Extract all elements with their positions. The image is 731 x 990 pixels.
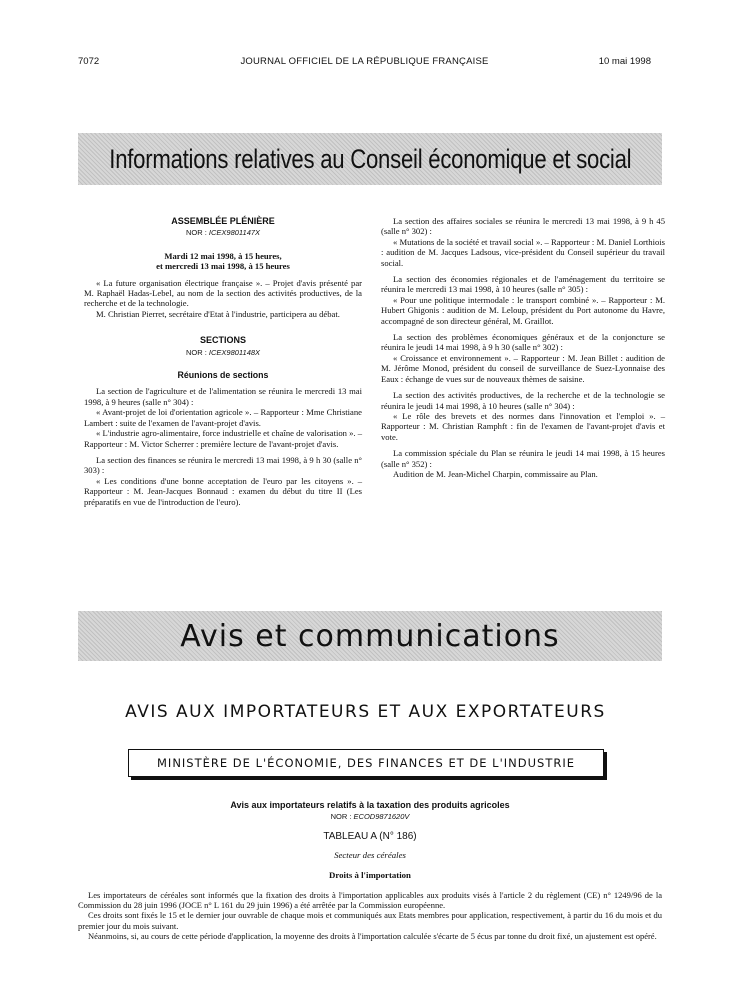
avis-heading: Avis aux importateurs relatifs à la taxation des produits agricoles bbox=[230, 800, 510, 810]
assemblee-para-1: « La future organisation électrique française ». – Projet d'avis présenté par M. Raphaël Hadas-Lebel, au nom de la section des activités productives, de la recherche et de la technologie. bbox=[84, 277, 362, 309]
act-intro: La section des activités productives, de la recherche et de la technologie se réunira le jeudi 14 mai 1998, à 10 heures (salle n° 304) : bbox=[381, 390, 665, 411]
eco-item-1: « Croissance et environnement ». – Rapporteur : M. Jean Billet : audition de M. Jérôme Monod, président du conseil de surveillance de Suez-Lyonnaise des Eaux : échange de vues sur de nouveaux thèmes de saisine. bbox=[381, 352, 665, 384]
agri-item-2: « L'industrie agro-alimentaire, force industrielle et chaîne de valorisation ». – Rapporteur : M. Victor Scherrer : première lecture de l'avant-projet d'avis. bbox=[84, 428, 362, 449]
sections-nor: NOR : ICEX9801148X bbox=[185, 347, 261, 357]
ministere-box bbox=[128, 749, 604, 777]
plan-item-1: Audition de M. Jean-Michel Charpin, commissaire au Plan. bbox=[393, 468, 598, 479]
avis-header bbox=[78, 800, 662, 880]
assemblee-para-2: M. Christian Pierret, secrétaire d'Etat à l'industrie, participera au débat. bbox=[96, 308, 340, 319]
fin-intro: La section des finances se réunira le mercredi 13 mai 1998, à 9 h 30 (salle n° 303) : bbox=[84, 454, 362, 476]
assemblee-title: ASSEMBLÉE PLÉNIÈRE bbox=[171, 216, 275, 226]
agri-item-1: « Avant-projet de loi d'orientation agricole ». – Rapporteur : Mme Christiane Lambert : suite de l'examen de l'avant-projet d'avis. bbox=[84, 407, 362, 428]
avis-para-1: Les importateurs de céréales sont informés que la fixation des droits à l'importation applicables aux produits visés à l'article 2 du règlement (CE) n° 1249/96 de la Commission du 28 juin 1996 (JOCE n° L 161 du 29 juin 1996) a été arrêtée par la Commission européenne. bbox=[78, 890, 662, 911]
fin-item-1: « Les conditions d'une bonne acceptation de l'euro par les citoyens ». – Rapporteur : M. Jean-Jacques Bonnaud : examen du début du titre II (Les préparatifs en vue de l'introduction de l'euro). bbox=[84, 475, 362, 507]
journal-title: JOURNAL OFFICIEL DE LA RÉPUBLIQUE FRANÇAISE bbox=[240, 56, 489, 67]
issue-date: 10 mai 1998 bbox=[598, 56, 651, 67]
assemblee-date-2: et mercredi 13 mai 1998, à 15 heures bbox=[156, 261, 290, 272]
soc-item-1: « Mutations de la société et travail social ». – Rapporteur : M. Daniel Lorthiois : audition de M. Jacques Ladsous, vice-président du Conseil supérieur du travail social. bbox=[381, 236, 665, 268]
ministere-title: MINISTÈRE DE L'ÉCONOMIE, DES FINANCES ET DE L'INDUSTRIE bbox=[157, 756, 575, 770]
avis-para-3: Néanmoins, si, au cours de cette période d'application, la moyenne des droits à l'importation calculée s'écarte de 5 écus par tonne du droit fixé, un ajustement est opéré. bbox=[88, 930, 657, 941]
tableau-label: TABLEAU A (N° 186) bbox=[323, 831, 417, 842]
assemblee-date-1: Mardi 12 mai 1998, à 15 heures, bbox=[164, 250, 282, 261]
sections-title: SECTIONS bbox=[199, 335, 246, 346]
avis-banner bbox=[78, 611, 662, 661]
avis-para-2: Ces droits sont fixés le 15 et le dernier jour ouvrable de chaque mois et communiqués aux Etats membres pour application, respectivement, à partir du 16 du mois et du premier jour du mois suivant. bbox=[78, 910, 662, 931]
plan-intro: La commission spéciale du Plan se réunira le jeudi 14 mai 1998, à 15 heures (salle n° 352) : bbox=[381, 448, 665, 469]
ces-banner bbox=[78, 133, 662, 185]
agri-intro: La section de l'agriculture et de l'alimentation se réunira le mercredi 13 mai 1998, à 9 heures (salle n° 304) : bbox=[84, 386, 362, 407]
right-column bbox=[381, 216, 665, 479]
avis-banner-title: Avis et communications bbox=[180, 618, 560, 654]
eco-intro: La section des problèmes économiques généraux et de la conjoncture se réunira le jeudi 14 mai 1998, à 9 h 30 (salle n° 302) : bbox=[381, 332, 665, 353]
left-column bbox=[84, 216, 362, 507]
droits-heading: Droits à l'importation bbox=[329, 870, 411, 880]
avis-nor: NOR : ECOD9871620V bbox=[330, 812, 410, 821]
avis-body bbox=[78, 890, 662, 941]
avis-section-title: AVIS AUX IMPORTATEURS ET AUX EXPORTATEURS bbox=[125, 702, 606, 722]
secteur-label: Secteur des céréales bbox=[334, 850, 406, 860]
reg-intro: La section des économies régionales et de l'aménagement du territoire se réunira le mercredi 13 mai 1998, à 10 heures (salle n° 305) : bbox=[381, 274, 665, 295]
act-item-1: « Le rôle des brevets et des normes dans l'innovation et l'emploi ». – Rapporteur : M. Christian Ramphft : fin de l'examen de l'avant-projet d'avis et vote. bbox=[381, 410, 665, 442]
page-header bbox=[78, 52, 651, 68]
ces-banner-title: Informations relatives au Conseil économique et social bbox=[108, 143, 632, 174]
page-number: 7072 bbox=[78, 56, 100, 67]
soc-intro: La section des affaires sociales se réunira le mercredi 13 mai 1998, à 9 h 45 (salle n° 302) : bbox=[381, 216, 665, 237]
reg-item-1: « Pour une politique intermodale : le transport combiné ». – Rapporteur : M. Hubert Ghigonis : audition de M. Leloup, président du Port autonome du Havre, accompagné de son directeur général, M. Graillot. bbox=[381, 294, 665, 326]
assemblee-nor: NOR : ICEX9801147X bbox=[185, 228, 261, 238]
sections-subtitle: Réunions de sections bbox=[177, 370, 269, 381]
